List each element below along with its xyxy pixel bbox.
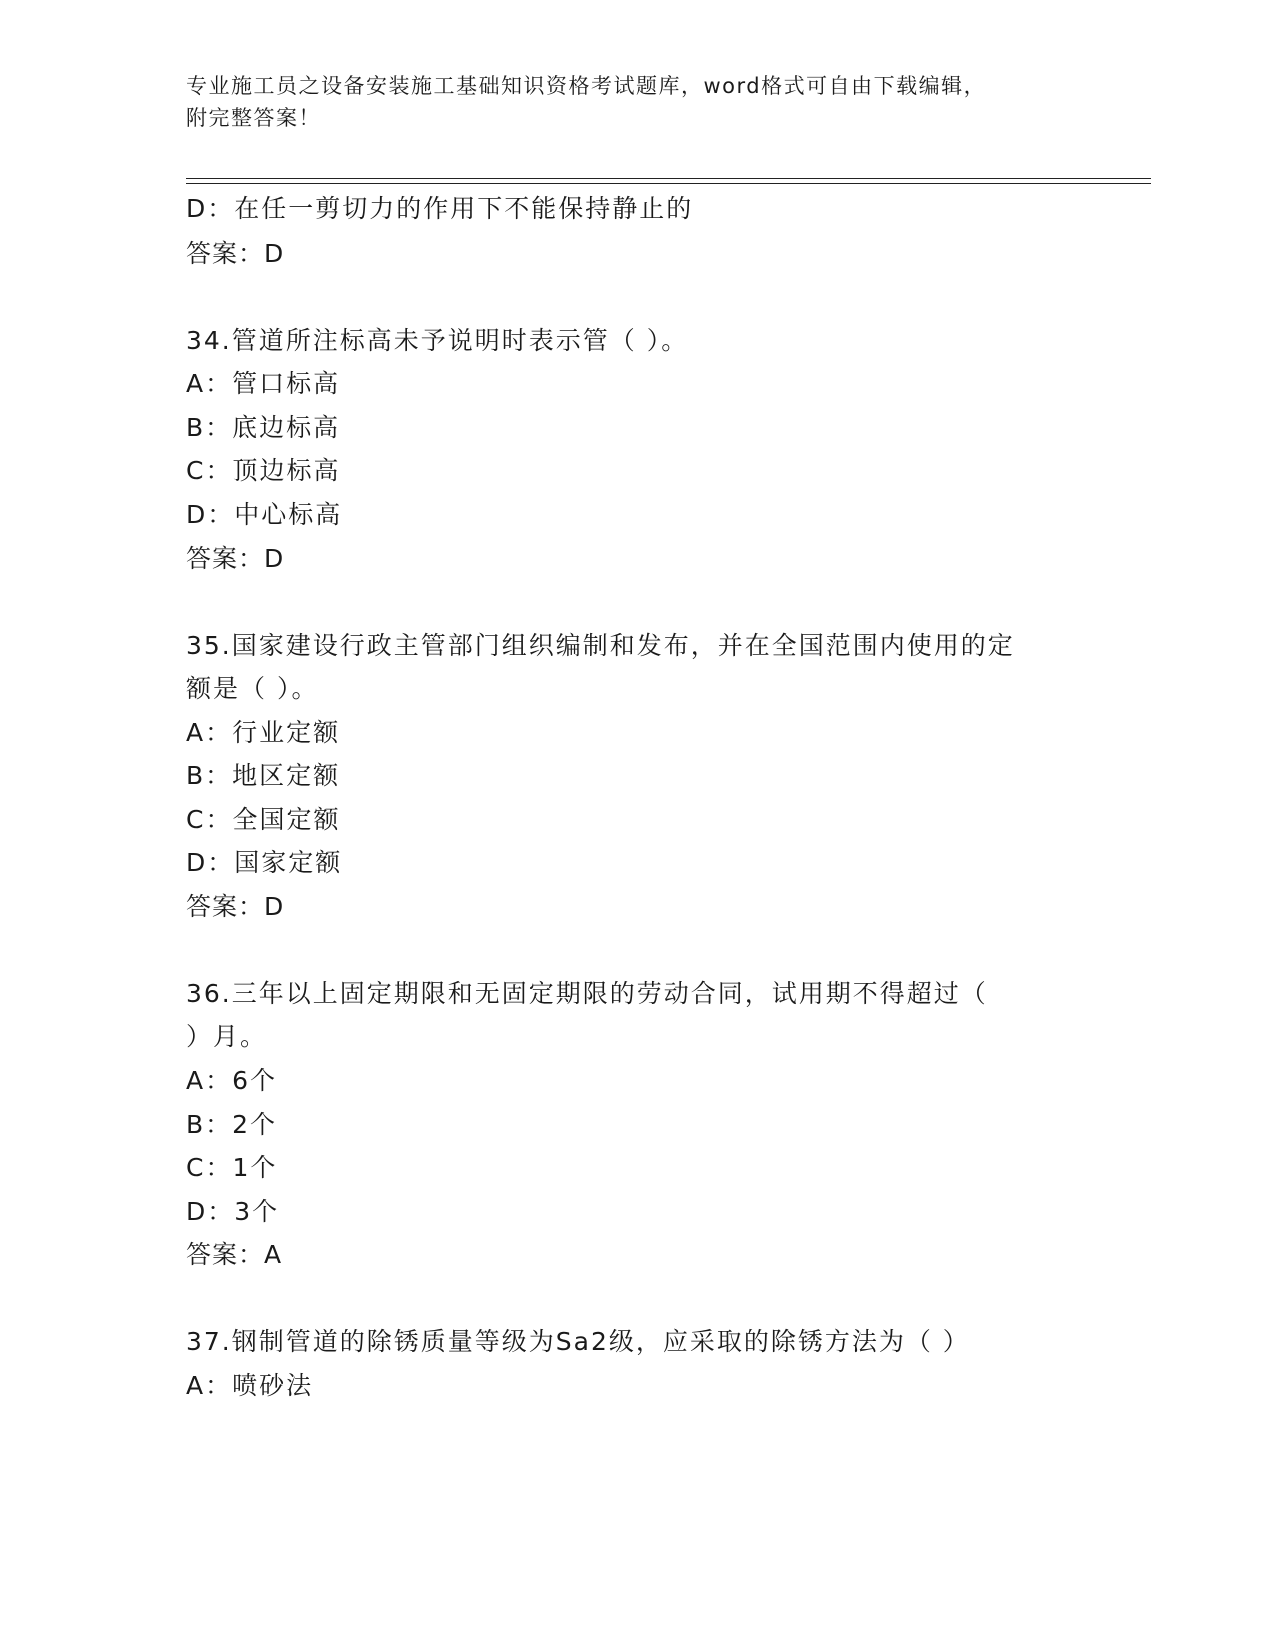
q34-option-a: A：管口标高 xyxy=(186,369,341,398)
document-header xyxy=(186,70,1086,134)
q35-option-a: A：行业定额 xyxy=(186,718,341,747)
q37-option-a: A：喷砂法 xyxy=(186,1371,314,1400)
q34-option-c: C：顶边标高 xyxy=(186,456,341,485)
q36-option-a: A：6个 xyxy=(186,1066,278,1095)
q35-stem-line-2: 额是（ ）。 xyxy=(186,674,319,703)
q34-option-d: D：中心标高 xyxy=(186,500,343,529)
header-divider-bottom xyxy=(186,183,1151,184)
q36-stem-line-2: ）月。 xyxy=(186,1022,268,1051)
q34-stem: 34.管道所注标高未予说明时表示管（ ）。 xyxy=(186,326,689,355)
q35-stem-line-1: 35.国家建设行政主管部门组织编制和发布，并在全国范围内使用的定 xyxy=(186,631,1015,660)
header-line-2: 附完整答案！ xyxy=(186,106,321,130)
q35-answer: 答案：D xyxy=(186,892,285,921)
q36-option-d: D：3个 xyxy=(186,1197,280,1226)
q34-answer: 答案：D xyxy=(186,544,285,573)
q35-option-d: D：国家定额 xyxy=(186,848,343,877)
q37-stem: 37.钢制管道的除锈质量等级为Sa2级，应采取的除锈方法为（ ） xyxy=(186,1327,970,1356)
header-divider-top xyxy=(186,178,1151,179)
q34-option-b: B：底边标高 xyxy=(186,413,341,442)
q36-option-b: B：2个 xyxy=(186,1110,278,1139)
q35-option-c: C：全国定额 xyxy=(186,805,341,834)
prev-option-d: D：在任一剪切力的作用下不能保持静止的 xyxy=(186,194,694,223)
q36-option-c: C：1个 xyxy=(186,1153,278,1182)
header-line-1: 专业施工员之设备安装施工基础知识资格考试题库，word格式可自由下载编辑， xyxy=(186,74,987,98)
q35-option-b: B：地区定额 xyxy=(186,761,341,790)
prev-answer: 答案：D xyxy=(186,239,285,268)
q36-answer: 答案：A xyxy=(186,1240,283,1269)
q36-stem-line-1: 36.三年以上固定期限和无固定期限的劳动合同，试用期不得超过（ xyxy=(186,979,988,1008)
